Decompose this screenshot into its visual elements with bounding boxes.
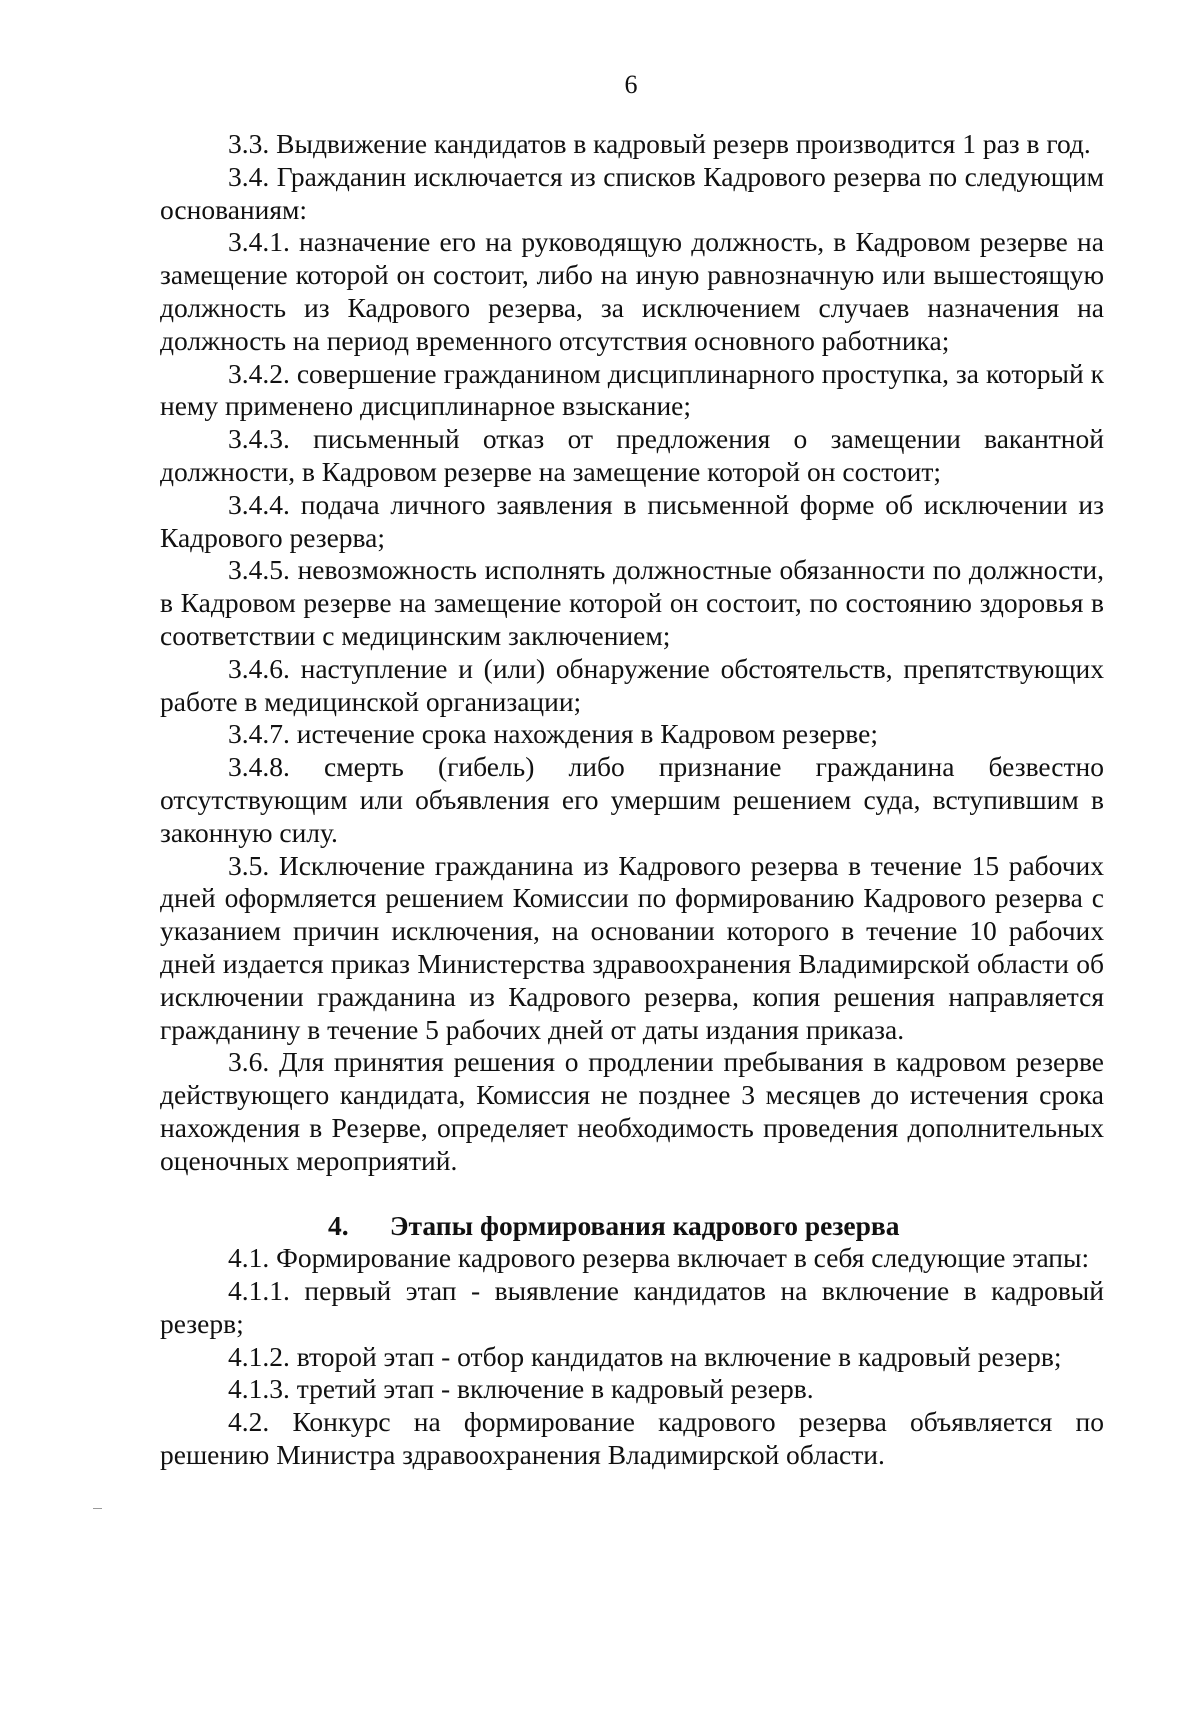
paragraph-3-4-3: 3.4.3. письменный отказ от предложения о замещении вакантной должности, в Кадровом резерве на замещение которой он состоит;	[160, 423, 1104, 487]
paragraph-3-4-6: 3.4.6. наступление и (или) обнаружение обстоятельств, препятствующих работе в медицинской организации;	[160, 652, 1104, 717]
paragraph-3-4-7: 3.4.7. истечение срока нахождения в Кадровом резерве;	[228, 718, 878, 750]
paragraph-4-1-1: 4.1.1. первый этап - выявление кандидатов на включение в кадровый резерв;	[160, 1275, 1104, 1339]
document-body	[160, 128, 1104, 1472]
paragraph-3-4-5: 3.4.5. невозможность исполнять должностные обязанности по должности, в Кадровом резерве на замещение которой он состоит, по состоянию здоровья в соответствии с медицинским заключением;	[160, 554, 1104, 651]
paragraph-4-2: 4.2. Конкурс на формирование кадрового резерва объявляется по решению Министра здравоохранения Владимирской области.	[160, 1406, 1104, 1471]
paragraph-3-4-2: 3.4.2. совершение гражданином дисциплинарного проступка, за который к нему применено дисциплинарное взыскание;	[160, 357, 1104, 422]
paragraph-3-5: 3.5. Исключение гражданина из Кадрового резерва в течение 15 рабочих дней оформляется решением Комиссии по формированию Кадрового резерва с указанием причин исключения, на основании которого в течение 10 рабочих дней издается приказ Министерства здравоохранения Владимирской области об исключении гражданина из Кадрового резерва, копия решения направляется гражданину в течение 5 рабочих дней от даты издания приказа.	[160, 849, 1104, 1045]
paragraph-3-4-4: 3.4.4. подача личного заявления в письменной форме об исключении из Кадрового резерва;	[160, 488, 1104, 553]
paragraph-3-4-1: 3.4.1. назначение его на руководящую должность, в Кадровом резерве на замещение которой он состоит, либо на иную равнозначную или вышестоящую должность из Кадрового резерва, за исключением случаев назначения на должность на период временного отсутствия основного работника;	[160, 226, 1104, 356]
paragraph-4-1: 4.1. Формирование кадрового резерва включает в себя следующие этапы:	[228, 1242, 1090, 1274]
paragraph-3-4-8: 3.4.8. смерть (гибель) либо признание гражданина безвестно отсутствующим или объявления его умершим решением суда, вступившим в законную силу.	[160, 751, 1104, 848]
margin-mark	[93, 1508, 102, 1509]
paragraph-3-4: 3.4. Гражданин исключается из списков Кадрового резерва по следующим основаниям:	[160, 160, 1104, 225]
paragraph-4-1-3: 4.1.3. третий этап - включение в кадровый резерв.	[228, 1373, 814, 1405]
section-4-heading: 4. Этапы формирования кадрового резерва	[328, 1209, 900, 1241]
paragraph-3-6: 3.6. Для принятия решения о продлении пребывания в кадровом резерве действующего кандидата, Комиссия не позднее 3 месяцев до истечения срока нахождения в Резерве, определяет необходимость проведения дополнительных оценочных мероприятий.	[160, 1046, 1104, 1176]
paragraph-3-3: 3.3. Выдвижение кандидатов в кадровый резерв производится 1 раз в год.	[228, 128, 1091, 159]
page-number: 6	[624, 70, 638, 99]
paragraph-4-1-2: 4.1.2. второй этап - отбор кандидатов на включение в кадровый резерв;	[228, 1340, 1062, 1372]
